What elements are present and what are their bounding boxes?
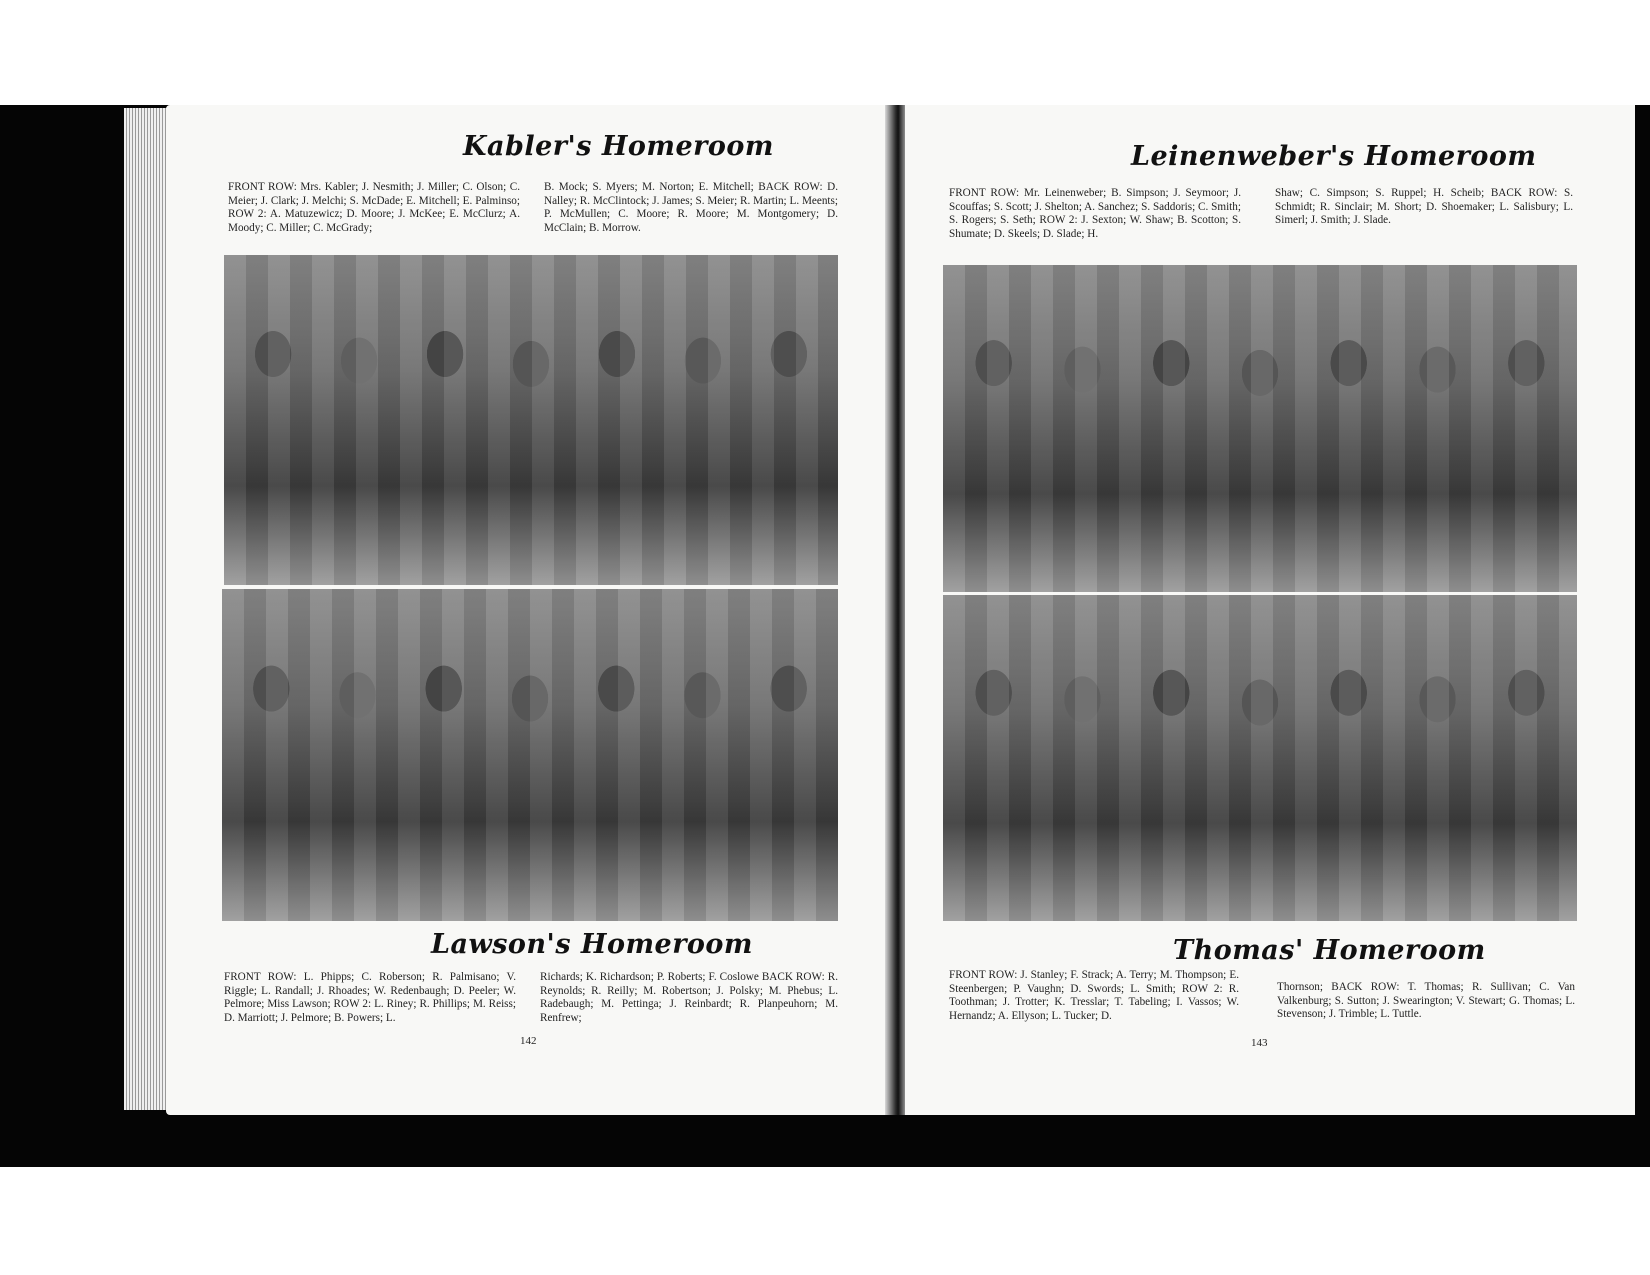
- lawson-homeroom-title: Lawson's Homeroom: [431, 929, 754, 960]
- thomas-homeroom-title: Thomas' Homeroom: [1173, 935, 1486, 966]
- kabler-caption-col2: B. Mock; S. Myers; M. Norton; E. Mitchell; BACK ROW: D. Nalley; R. McClintock; J. James; S. Meier; R. Martin; L. Meents; P. McMullen; C. Moore; R. Moore; M. Montgomery; D. McClain; B. Morrow.: [544, 181, 838, 234]
- kabler-homeroom-title: Kabler's Homeroom: [463, 131, 774, 162]
- leinenweber-caption-col2: Shaw; C. Simpson; S. Ruppel; H. Scheib; BACK ROW: S. Schmidt; R. Sinclair; M. Short; D. Shoemaker; L. Salisbury; L. Simerl; J. Smith; J. Slade.: [1275, 187, 1573, 227]
- book-page-edges: [124, 108, 168, 1110]
- lawson-homeroom-photo: [222, 589, 838, 921]
- leinenweber-caption-col1: FRONT ROW: Mr. Leinenweber; B. Simpson; J. Seymoor; J. Scouffas; S. Scott; J. Shelton; A. Sanchez; S. Saddoris; C. Smith; S. Rogers; S. Seth; ROW 2: J. Sexton; W. Shaw; B. Scotton; S. Shumate; D. Skeels; D. Slade; H.: [949, 187, 1241, 240]
- kabler-caption-col1: FRONT ROW: Mrs. Kabler; J. Nesmith; J. Miller; C. Olson; C. Meier; J. Clark; J. Melchi; S. McDade; E. Mitchell; E. Palminso; ROW 2: A. Matuzewicz; D. Moore; J. McKee; E. McClurz; A. Moody; C. Miller; C. McGrady;: [228, 181, 520, 234]
- leinenweber-homeroom-photo: [943, 265, 1577, 592]
- page-number-left: 142: [520, 1035, 537, 1047]
- left-page: [166, 105, 890, 1115]
- lawson-caption-col1: FRONT ROW: L. Phipps; C. Roberson; R. Palmisano; V. Riggle; L. Randall; J. Rhoades; W. Redenbaugh; D. Peeler; W. Pelmore; Miss Lawson; ROW 2: L. Riney; R. Phillips; M. Reiss; D. Marriott; J. Pelmore; B. Powers; L.: [224, 971, 516, 1024]
- thomas-homeroom-photo: [943, 595, 1577, 921]
- right-page: [905, 105, 1635, 1115]
- page-number-right: 143: [1251, 1037, 1268, 1049]
- thomas-caption-col2: Thornson; BACK ROW: T. Thomas; R. Sullivan; C. Van Valkenburg; S. Sutton; J. Swearington; V. Stewart; G. Thomas; L. Stevenson; J. Trimble; L. Tuttle.: [1277, 981, 1575, 1021]
- thomas-caption-col1: FRONT ROW: J. Stanley; F. Strack; A. Terry; M. Thompson; E. Steenbergen; P. Vaughn; D. Swords; L. Smith; ROW 2: R. Toothman; J. Trotter; K. Tresslar; T. Tabeling; I. Vassos; W. Hernandz; A. Ellyson; L. Tucker; D.: [949, 969, 1239, 1022]
- leinenweber-homeroom-title: Leinenweber's Homeroom: [1131, 141, 1537, 172]
- kabler-homeroom-photo: [224, 255, 838, 585]
- lawson-caption-col2: Richards; K. Richardson; P. Roberts; F. Coslowe BACK ROW: R. Reynolds; R. Reilly; M. Robertson; J. Polsky; M. Phebus; L. Radebaugh; M. Pettinga; J. Reinbardt; R. Planpeuhorn; M. Renfrew;: [540, 971, 838, 1024]
